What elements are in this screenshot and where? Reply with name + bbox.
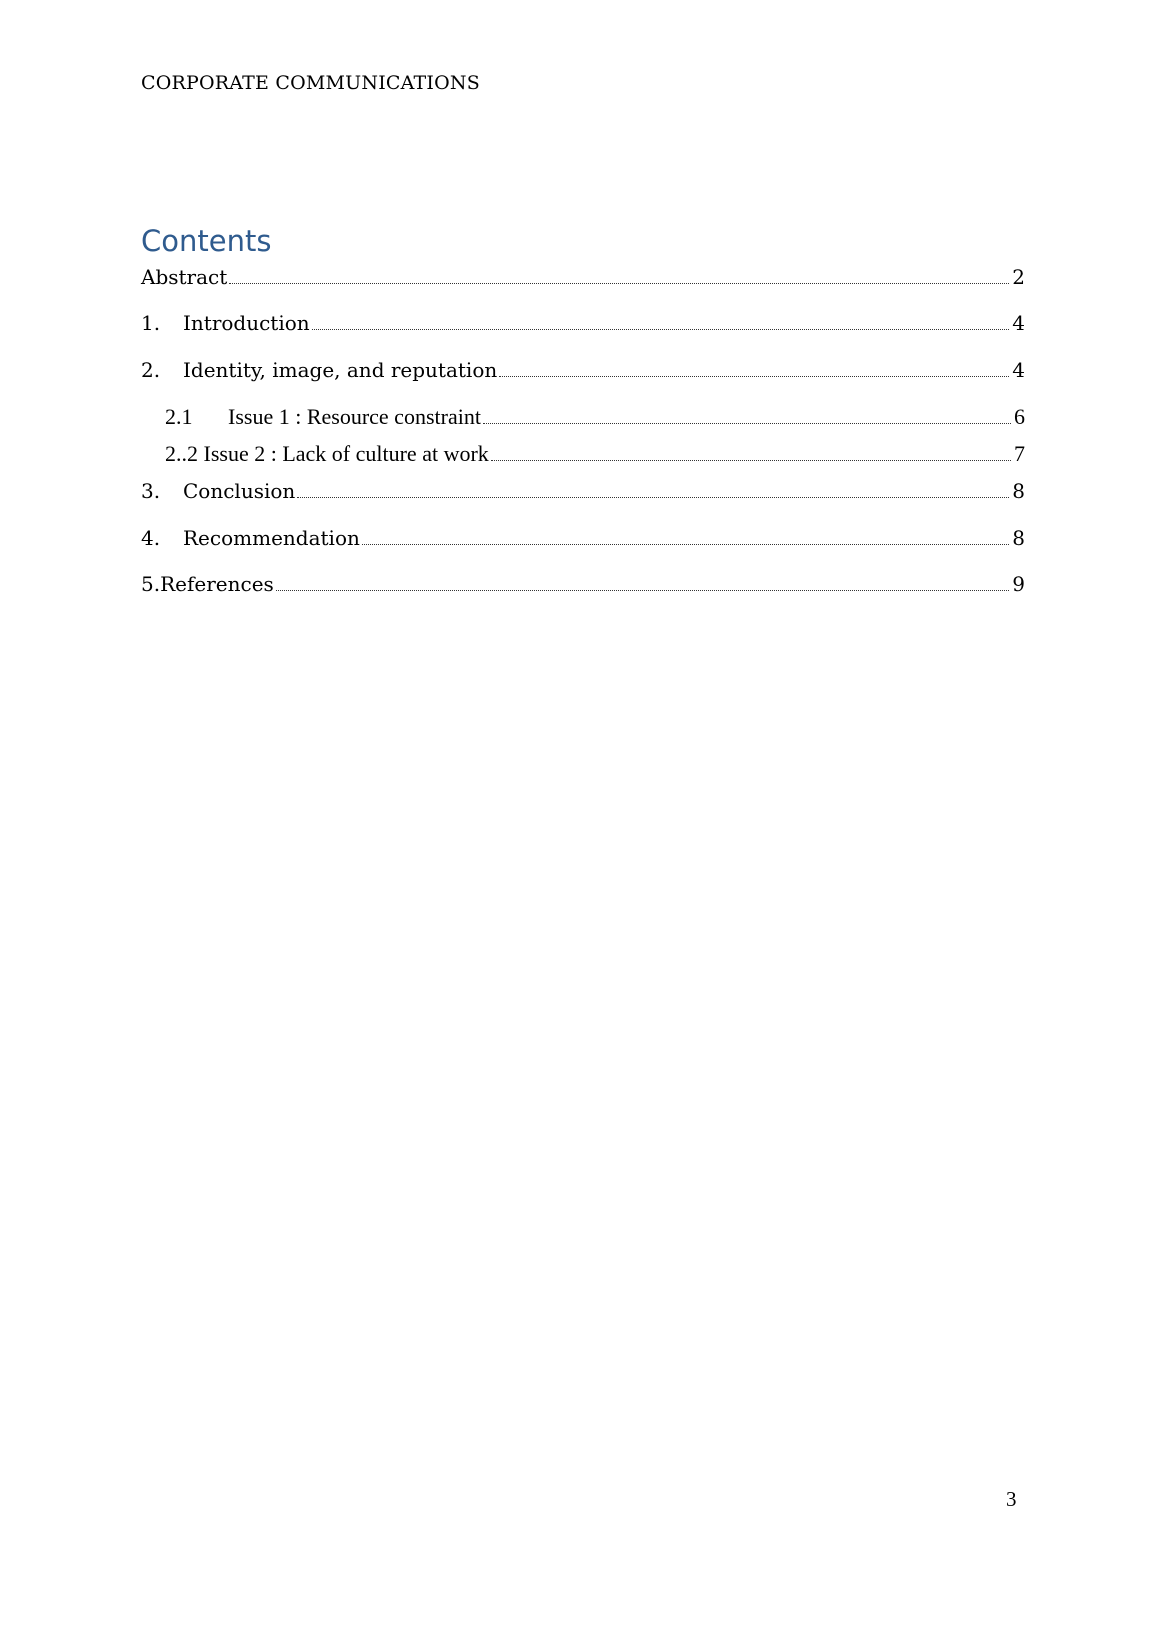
running-head: CORPORATE COMMUNICATIONS xyxy=(141,72,480,94)
toc-entry-issue-2[interactable] xyxy=(141,441,1025,467)
toc-entry-number: 2. xyxy=(141,358,161,382)
toc-entry-page: 6 xyxy=(1014,404,1025,429)
dot-leader xyxy=(499,375,1009,377)
toc-title: Contents xyxy=(141,224,272,258)
dot-leader xyxy=(491,459,1011,461)
dot-leader xyxy=(312,328,1010,330)
toc-entry-page: 4 xyxy=(1012,311,1025,335)
toc-entry-identity[interactable] xyxy=(141,358,1025,382)
toc-entry-label: Identity, image, and reputation xyxy=(183,358,498,382)
dot-leader xyxy=(483,422,1011,424)
toc-entry-issue-1[interactable] xyxy=(141,404,1025,430)
toc-entry-label: Abstract xyxy=(141,265,228,289)
toc-entry-label: 2..2 Issue 2 : Lack of culture at work xyxy=(165,441,489,466)
toc-entry-label: Recommendation xyxy=(183,526,360,550)
toc-entry-number: 4. xyxy=(141,526,161,550)
dot-leader xyxy=(297,496,1009,498)
toc-entry-conclusion[interactable] xyxy=(141,479,1025,503)
toc-entry-page: 8 xyxy=(1012,479,1025,503)
toc-entry-number: 1. xyxy=(141,311,161,335)
dot-leader xyxy=(229,282,1009,284)
dot-leader xyxy=(362,543,1009,545)
toc-entry-page: 2 xyxy=(1012,265,1025,289)
toc-entry-page: 4 xyxy=(1012,358,1025,382)
toc-entry-page: 9 xyxy=(1012,572,1025,596)
toc-entry-label: Introduction xyxy=(183,311,310,335)
toc-entry-number: 2.1 xyxy=(165,404,193,429)
toc-entry-page: 8 xyxy=(1012,526,1025,550)
dot-leader xyxy=(276,589,1009,591)
toc-entry-label: Issue 1 : Resource constraint xyxy=(228,404,481,429)
toc-entry-label: Conclusion xyxy=(183,479,296,503)
toc-entry-page: 7 xyxy=(1014,441,1025,466)
toc-entry-introduction[interactable] xyxy=(141,311,1025,335)
toc-entry-number: 3. xyxy=(141,479,161,503)
toc-entry-label: 5.References xyxy=(141,572,274,596)
toc-entry-abstract[interactable] xyxy=(141,265,1025,289)
toc-entry-recommendation[interactable] xyxy=(141,526,1025,550)
page-number: 3 xyxy=(1006,1487,1017,1511)
toc-entry-references[interactable] xyxy=(141,572,1025,596)
